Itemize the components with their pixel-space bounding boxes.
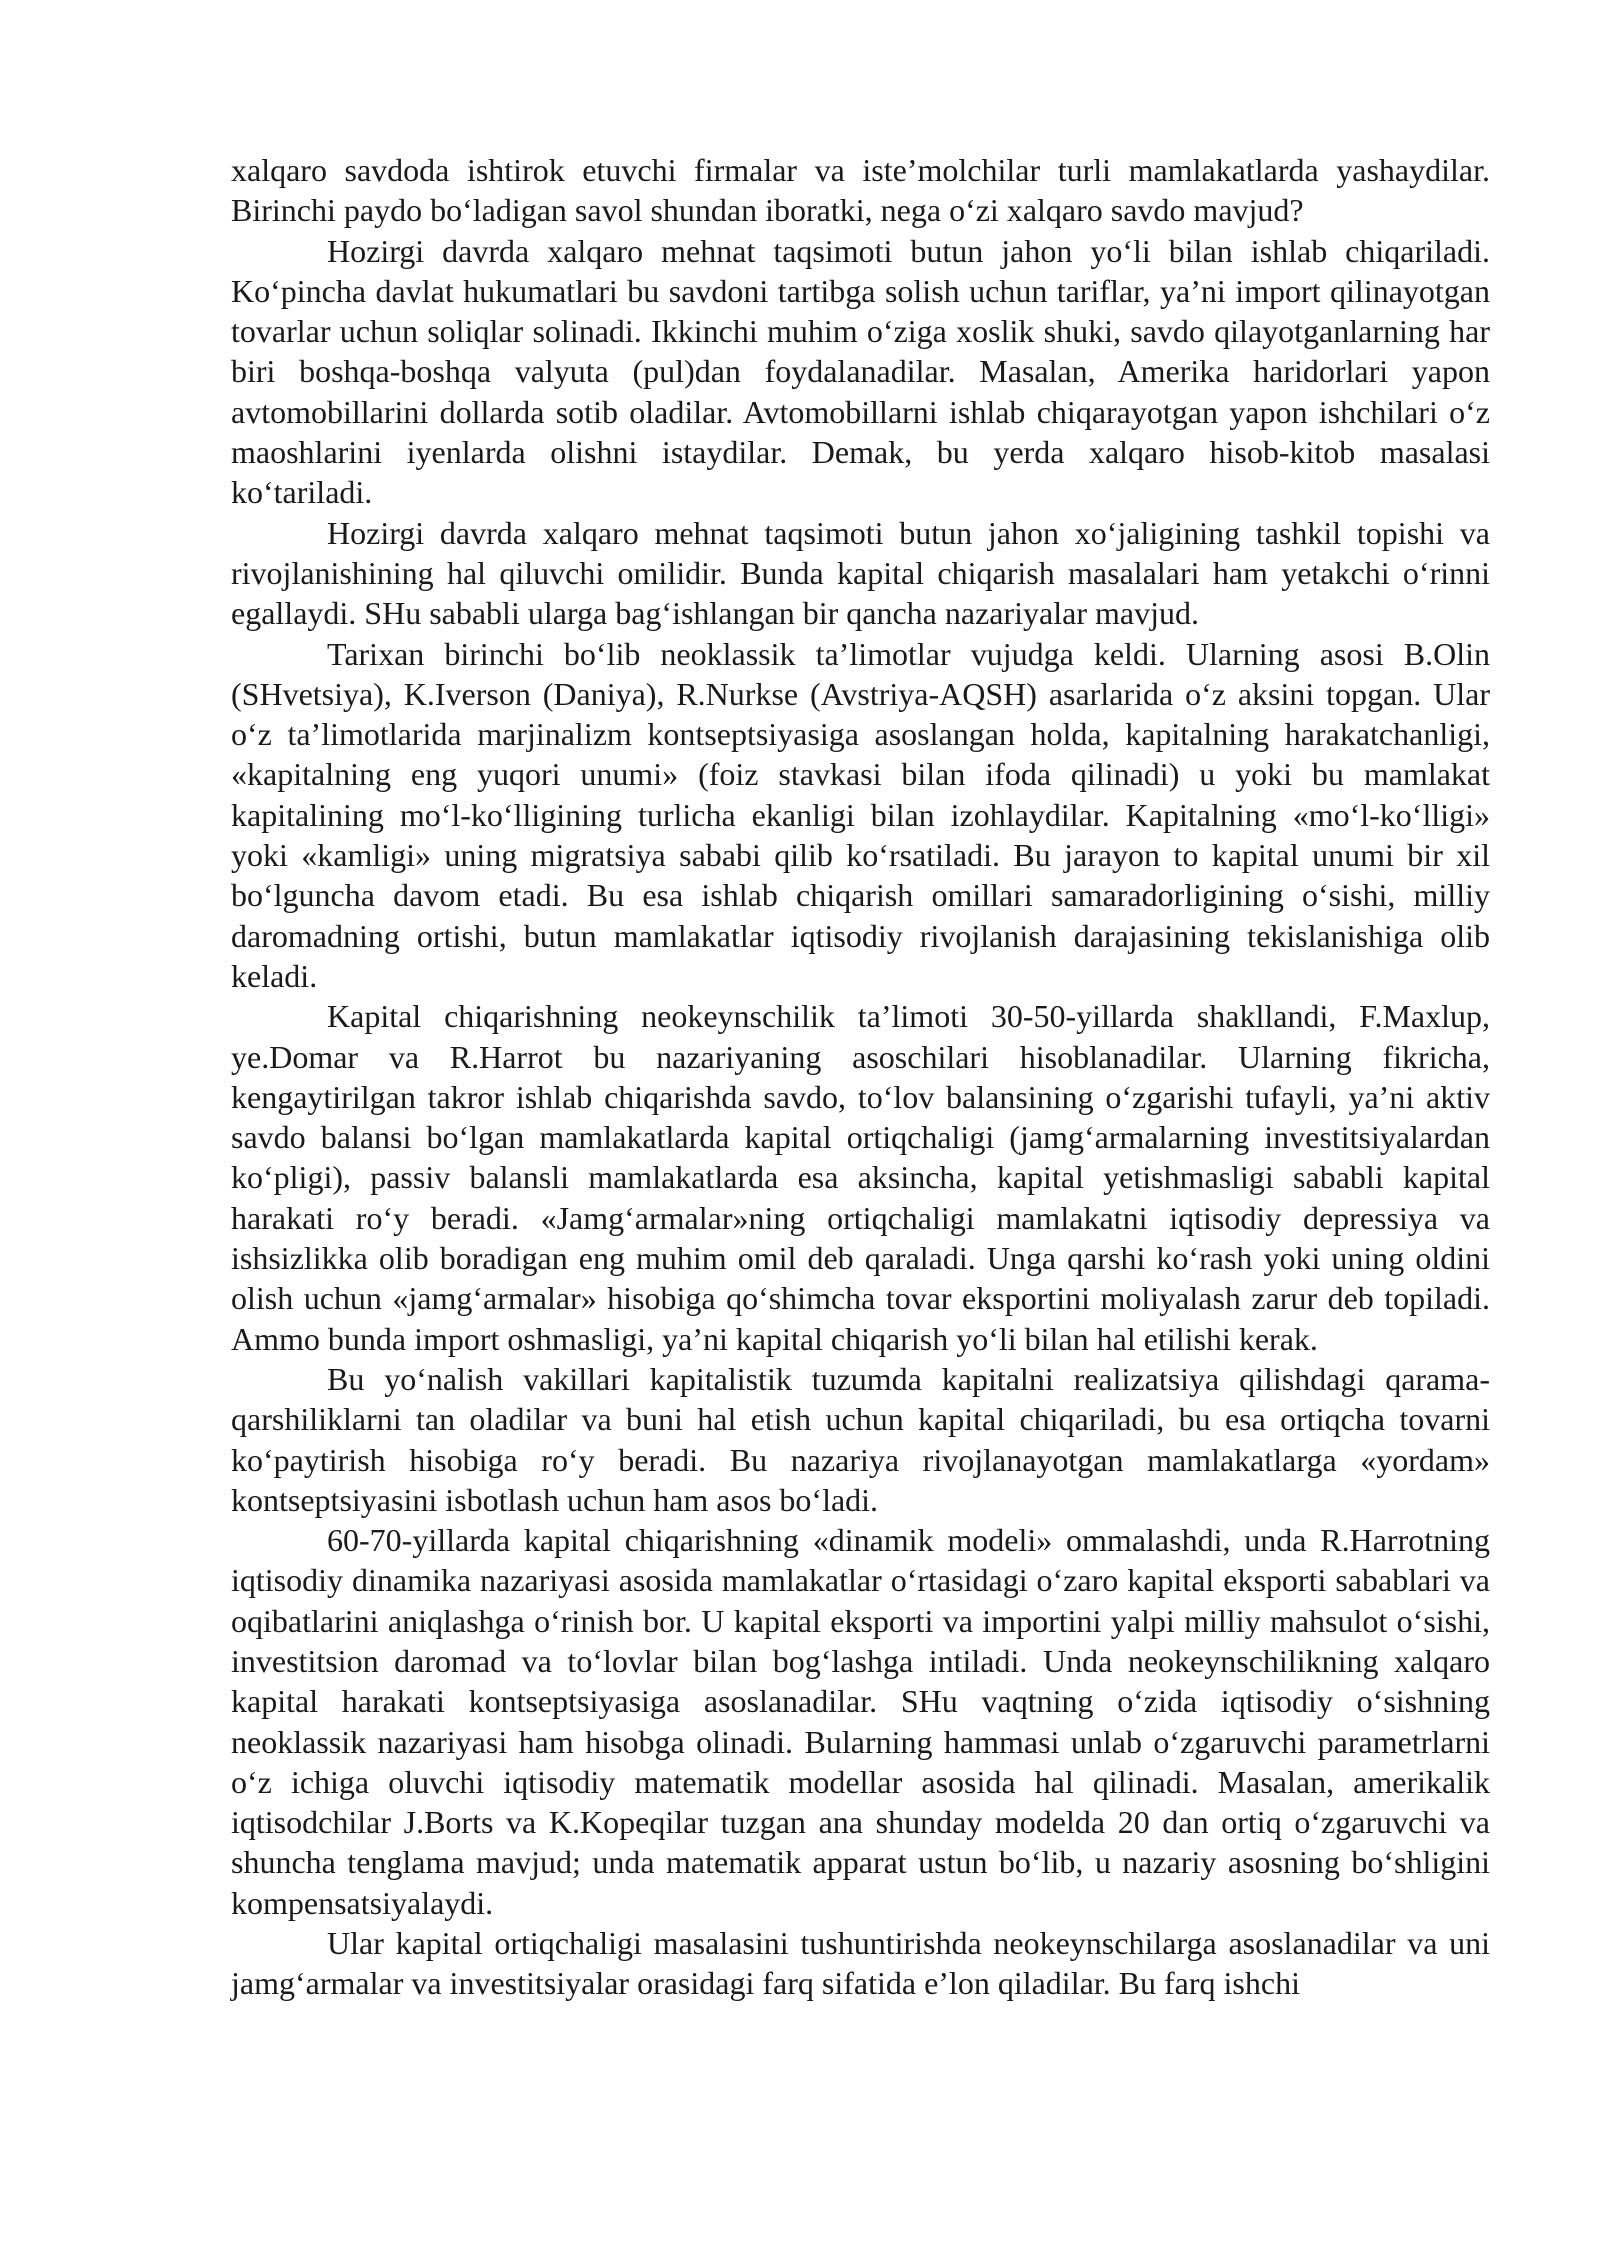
paragraph-2: Hozirgi davrda xalqaro mehnat taqsimoti butun jahon yo‘li bilan ishlab chiqariladi. Ko‘pincha davlat hukumatlari bu savdoni tartibga solish uchun tariflar, ya’ni import qilinayotgan tovarlar uchun soliqlar solinadi. Ikkinchi muhim o‘ziga xoslik shuki, savdo qilayotganlarning har biri boshqa-boshqa valyuta (pul)dan foydalanadilar. Masalan, Amerika haridorlari yapon avtomobillarini dollarda sotib oladilar. Avtomobillarni ishlab chiqarayotgan yapon ishchilari o‘z maoshlarini iyenlarda olishni istaydilar. Demak, bu yerda xalqaro hisob-kitob masalasi ko‘tariladi. [231, 232, 1490, 511]
paragraph-7: 60-70-yillarda kapital chiqarishning «dinamik modeli» ommalashdi, unda R.Harrotning iqtisodiy dinamika nazariyasi asosida mamlakatlar o‘rtasidagi o‘zaro kapital eksporti sabablari va oqibatlarini aniqlashga o‘rinish bor. U kapital eksporti va importini yalpi milliy mahsulot o‘sishi, investitsion daromad va to‘lovlar bilan bog‘lashga intiladi. Unda neokeynschilikning xalqaro kapital harakati kontseptsiyasiga asoslanadilar. SHu vaqtning o‘zida iqtisodiy o‘sishning neoklassik nazariyasi ham hisobga olinadi. Bularning hammasi unlab o‘zgaruvchi parametrlarni o‘z ichiga oluvchi iqtisodiy matematik modellar asosida hal qilinadi. Masalan, amerikalik iqtisodchilar J.Borts va K.Kopeqilar tuzgan ana shunday modelda 20 dan ortiq o‘zgaruvchi va shuncha tenglama mavjud; unda matematik apparat ustun bo‘lib, u nazariy asosning bo‘shligini kompensatsiyalaydi. [231, 1522, 1490, 1921]
document-body [231, 150, 1490, 2004]
paragraph-8: Ular kapital ortiqchaligi masalasini tushuntirishda neokeynschilarga asoslanadilar va uni jamg‘armalar va investitsiyalar orasidagi farq sifatida e’lon qiladilar. Bu farq ishchi [231, 1925, 1490, 2002]
paragraph-4: Tarixan birinchi bo‘lib neoklassik ta’limotlar vujudga keldi. Ularning asosi B.Olin (SHvetsiya), K.Iverson (Daniya), R.Nurkse (Avstriya-AQSH) asarlarida o‘z aksini topgan. Ular o‘z ta’limotlarida marjinalizm kontseptsiyasiga asoslangan holda, kapitalning harakatchanligi, «kapitalning eng yuqori unumi» (foiz stavkasi bilan ifoda qilinadi) u yoki bu mamlakat kapitalining mo‘l-ko‘lligining turlicha ekanligi bilan izohlaydilar. Kapitalning «mo‘l-ko‘lligi» yoki «kamligi» uning migratsiya sababi qilib ko‘rsatiladi. Bu jarayon to kapital unumi bir xil bo‘lguncha davom etadi. Bu esa ishlab chiqarish omillari samaradorligining o‘sishi, milliy daromadning ortishi, butun mamlakatlar iqtisodiy rivojlanish darajasining tekislanishiga olib keladi. [231, 635, 1490, 994]
paragraph-5: Kapital chiqarishning neokeynschilik ta’limoti 30-50-yillarda shakllandi, F.Maxlup, ye.Domar va R.Harrot bu nazariyaning asoschilari hisoblanadilar. Ularning fikricha, kengaytirilgan takror ishlab chiqarishda savdo, to‘lov balansining o‘zgarishi tufayli, ya’ni aktiv savdo balansi bo‘lgan mamlakatlarda kapital ortiqchaligi (jamg‘armalarning investitsiyalardan ko‘pligi), passiv balansli mamlakatlarda esa aksincha, kapital yetishmasligi sababli kapital harakati ro‘y beradi. «Jamg‘armalar»ning ortiqchaligi mamlakatni iqtisodiy depressiya va ishsizlikka olib boradigan eng muhim omil deb qaraladi. Unga qarshi ko‘rash yoki uning oldini olish uchun «jamg‘armalar» hisobiga qo‘shimcha tovar eksportini moliyalash zarur deb topiladi. Ammo bunda import oshmasligi, ya’ni kapital chiqarish yo‘li bilan hal etilishi kerak. [231, 998, 1490, 1357]
paragraph-1: xalqaro savdoda ishtirok etuvchi firmalar va iste’molchilar turli mamlakatlarda yashaydilar. Birinchi paydo bo‘ladigan savol shundan iboratki, nega o‘zi xalqaro savdo mavjud? [231, 152, 1490, 229]
paragraph-6: Bu yo‘nalish vakillari kapitalistik tuzumda kapitalni realizatsiya qilishdagi qarama-qarshiliklarni tan oladilar va buni hal etish uchun kapital chiqariladi, bu esa ortiqcha tovarni ko‘paytirish hisobiga ro‘y beradi. Bu nazariya rivojlanayotgan mamlakatlarga «yordam» kontseptsiyasini isbotlash uchun ham asos bo‘ladi. [231, 1360, 1490, 1518]
paragraph-3: Hozirgi davrda xalqaro mehnat taqsimoti butun jahon xo‘jaligining tashkil topishi va rivojlanishining hal qiluvchi omilidir. Bunda kapital chiqarish masalalari ham yetakchi o‘rinni egallaydi. SHu sababli ularga bag‘ishlangan bir qancha nazariyalar mavjud. [231, 514, 1490, 632]
